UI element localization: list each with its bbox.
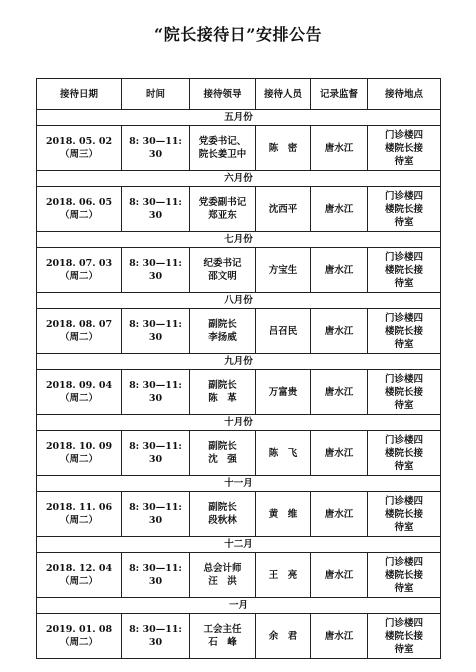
time-cell: 8: 30—11: 30 xyxy=(122,248,190,293)
leader-line: 段秋林 xyxy=(208,515,237,526)
month-row xyxy=(37,354,441,370)
staff-cell: 吕召民 xyxy=(256,309,311,354)
date-cell xyxy=(37,370,122,415)
date-cell xyxy=(37,187,122,232)
weekday-value: （周二） xyxy=(59,515,98,526)
staff-cell: 方宝生 xyxy=(256,248,311,293)
leader-cell xyxy=(190,248,256,293)
location-line: 门诊楼四 xyxy=(384,556,423,568)
recorder-cell: 唐水江 xyxy=(311,126,368,171)
location-line: 门诊楼四 xyxy=(384,312,423,324)
weekday-value: （周二） xyxy=(59,271,98,282)
header-date: 接待日期 xyxy=(37,79,122,110)
date-value: 2019. 01. 08 xyxy=(45,624,113,635)
date-value: 2018. 05. 02 xyxy=(45,136,113,147)
header-row xyxy=(37,79,441,110)
location-line: 待室 xyxy=(394,582,414,594)
location-line: 楼院长接 xyxy=(384,203,423,215)
month-row xyxy=(37,415,441,431)
leader-line: 石 峰 xyxy=(208,637,237,648)
header-time: 时间 xyxy=(122,79,190,110)
staff-cell: 黄 维 xyxy=(256,492,311,537)
leader-line: 党委副书记 xyxy=(198,197,247,208)
date-cell xyxy=(37,614,122,659)
date-value: 2018. 07. 03 xyxy=(45,258,113,269)
leader-line: 李扬威 xyxy=(208,332,237,343)
month-label: 十一月 xyxy=(37,476,441,492)
leader-line: 副院长 xyxy=(208,319,237,330)
recorder-cell: 唐水江 xyxy=(311,248,368,293)
location-cell xyxy=(368,492,441,537)
recorder-cell: 唐水江 xyxy=(311,614,368,659)
page-title: “院长接待日”安排公告 xyxy=(154,25,322,44)
header-leader: 接待领导 xyxy=(190,79,256,110)
location-line: 楼院长接 xyxy=(384,630,423,642)
weekday-value: （周二） xyxy=(59,454,98,465)
table-row xyxy=(37,492,441,537)
month-label: 十二月 xyxy=(37,537,441,553)
date-cell xyxy=(37,126,122,171)
location-line: 待室 xyxy=(394,643,414,655)
location-line: 门诊楼四 xyxy=(384,617,423,629)
date-cell xyxy=(37,492,122,537)
location-line: 楼院长接 xyxy=(384,325,423,337)
location-cell xyxy=(368,309,441,354)
date-value: 2018. 08. 07 xyxy=(45,319,113,330)
date-value: 2018. 11. 06 xyxy=(45,502,113,513)
table-row xyxy=(37,614,441,659)
table-row xyxy=(37,553,441,598)
location-line: 待室 xyxy=(394,521,414,533)
time-cell: 8: 30—11: 30 xyxy=(122,187,190,232)
location-line: 楼院长接 xyxy=(384,264,423,276)
time-cell: 8: 30—11: 30 xyxy=(122,553,190,598)
month-row xyxy=(37,598,441,614)
location-line: 门诊楼四 xyxy=(384,434,423,446)
recorder-cell: 唐水江 xyxy=(311,370,368,415)
time-cell: 8: 30—11: 30 xyxy=(122,309,190,354)
leader-cell xyxy=(190,187,256,232)
month-label: 五月份 xyxy=(37,110,441,126)
date-value: 2018. 10. 09 xyxy=(45,441,113,452)
month-row xyxy=(37,293,441,309)
leader-line: 工会主任 xyxy=(203,624,242,635)
header-location: 接待地点 xyxy=(368,79,441,110)
location-cell xyxy=(368,614,441,659)
month-label: 八月份 xyxy=(37,293,441,309)
recorder-cell: 唐水江 xyxy=(311,187,368,232)
time-cell: 8: 30—11: 30 xyxy=(122,614,190,659)
weekday-value: （周二） xyxy=(59,637,98,648)
recorder-cell: 唐水江 xyxy=(311,431,368,476)
month-row xyxy=(37,232,441,248)
location-line: 门诊楼四 xyxy=(384,190,423,202)
table-row xyxy=(37,187,441,232)
staff-cell: 万富贵 xyxy=(256,370,311,415)
leader-line: 陈 革 xyxy=(208,393,237,404)
time-cell: 8: 30—11: 30 xyxy=(122,492,190,537)
weekday-value: （周二） xyxy=(59,210,98,221)
location-line: 楼院长接 xyxy=(384,447,423,459)
table-row xyxy=(37,248,441,293)
weekday-value: （周二） xyxy=(59,393,98,404)
leader-line: 副院长 xyxy=(208,380,237,391)
staff-cell: 沈西平 xyxy=(256,187,311,232)
location-line: 待室 xyxy=(394,216,414,228)
location-line: 待室 xyxy=(394,338,414,350)
location-line: 楼院长接 xyxy=(384,386,423,398)
recorder-cell: 唐水江 xyxy=(311,309,368,354)
month-row xyxy=(37,537,441,553)
location-line: 待室 xyxy=(394,399,414,411)
leader-cell xyxy=(190,431,256,476)
table-row xyxy=(37,370,441,415)
leader-line: 副院长 xyxy=(208,441,237,452)
leader-cell xyxy=(190,370,256,415)
leader-cell xyxy=(190,553,256,598)
date-cell xyxy=(37,431,122,476)
leader-cell xyxy=(190,614,256,659)
location-line: 楼院长接 xyxy=(384,142,423,154)
leader-cell xyxy=(190,492,256,537)
location-cell xyxy=(368,187,441,232)
leader-cell xyxy=(190,309,256,354)
date-value: 2018. 12. 04 xyxy=(45,563,113,574)
month-label: 六月份 xyxy=(37,171,441,187)
leader-line: 党委书记、 xyxy=(198,136,247,147)
staff-cell: 陈 密 xyxy=(256,126,311,171)
leader-line: 郑亚东 xyxy=(208,210,237,221)
time-cell: 8: 30—11: 30 xyxy=(122,370,190,415)
schedule-table xyxy=(36,78,441,659)
time-cell: 8: 30—11: 30 xyxy=(122,126,190,171)
location-line: 楼院长接 xyxy=(384,569,423,581)
location-cell xyxy=(368,431,441,476)
table-row xyxy=(37,126,441,171)
leader-line: 总会计师 xyxy=(203,563,242,574)
table-row xyxy=(37,309,441,354)
location-line: 待室 xyxy=(394,155,414,167)
leader-line: 汪 洪 xyxy=(208,576,237,587)
staff-cell: 王 亮 xyxy=(256,553,311,598)
leader-cell xyxy=(190,126,256,171)
date-value: 2018. 09. 04 xyxy=(45,380,113,391)
location-line: 待室 xyxy=(394,460,414,472)
weekday-value: （周三） xyxy=(59,149,98,160)
date-cell xyxy=(37,248,122,293)
table-row xyxy=(37,431,441,476)
location-cell xyxy=(368,553,441,598)
staff-cell: 余 君 xyxy=(256,614,311,659)
location-line: 门诊楼四 xyxy=(384,495,423,507)
location-line: 待室 xyxy=(394,277,414,289)
location-line: 门诊楼四 xyxy=(384,373,423,385)
location-line: 楼院长接 xyxy=(384,508,423,520)
location-cell xyxy=(368,248,441,293)
leader-line: 沈 强 xyxy=(208,454,237,465)
leader-line: 纪委书记 xyxy=(203,258,242,269)
recorder-cell: 唐水江 xyxy=(311,492,368,537)
weekday-value: （周二） xyxy=(59,576,98,587)
month-row xyxy=(37,476,441,492)
location-line: 门诊楼四 xyxy=(384,251,423,263)
month-label: 十月份 xyxy=(37,415,441,431)
recorder-cell: 唐水江 xyxy=(311,553,368,598)
month-row xyxy=(37,110,441,126)
leader-line: 副院长 xyxy=(208,502,237,513)
header-staff: 接待人员 xyxy=(256,79,311,110)
month-row xyxy=(37,171,441,187)
month-label: 九月份 xyxy=(37,354,441,370)
month-label: 一月 xyxy=(37,598,441,614)
location-line: 门诊楼四 xyxy=(384,129,423,141)
header-recorder: 记录监督 xyxy=(311,79,368,110)
date-cell xyxy=(37,309,122,354)
location-cell xyxy=(368,370,441,415)
date-value: 2018. 06. 05 xyxy=(45,197,113,208)
staff-cell: 陈 飞 xyxy=(256,431,311,476)
weekday-value: （周二） xyxy=(59,332,98,343)
date-cell xyxy=(37,553,122,598)
leader-line: 邵文明 xyxy=(208,271,237,282)
time-cell: 8: 30—11: 30 xyxy=(122,431,190,476)
leader-line: 院长姜卫中 xyxy=(198,149,247,160)
location-cell xyxy=(368,126,441,171)
month-label: 七月份 xyxy=(37,232,441,248)
